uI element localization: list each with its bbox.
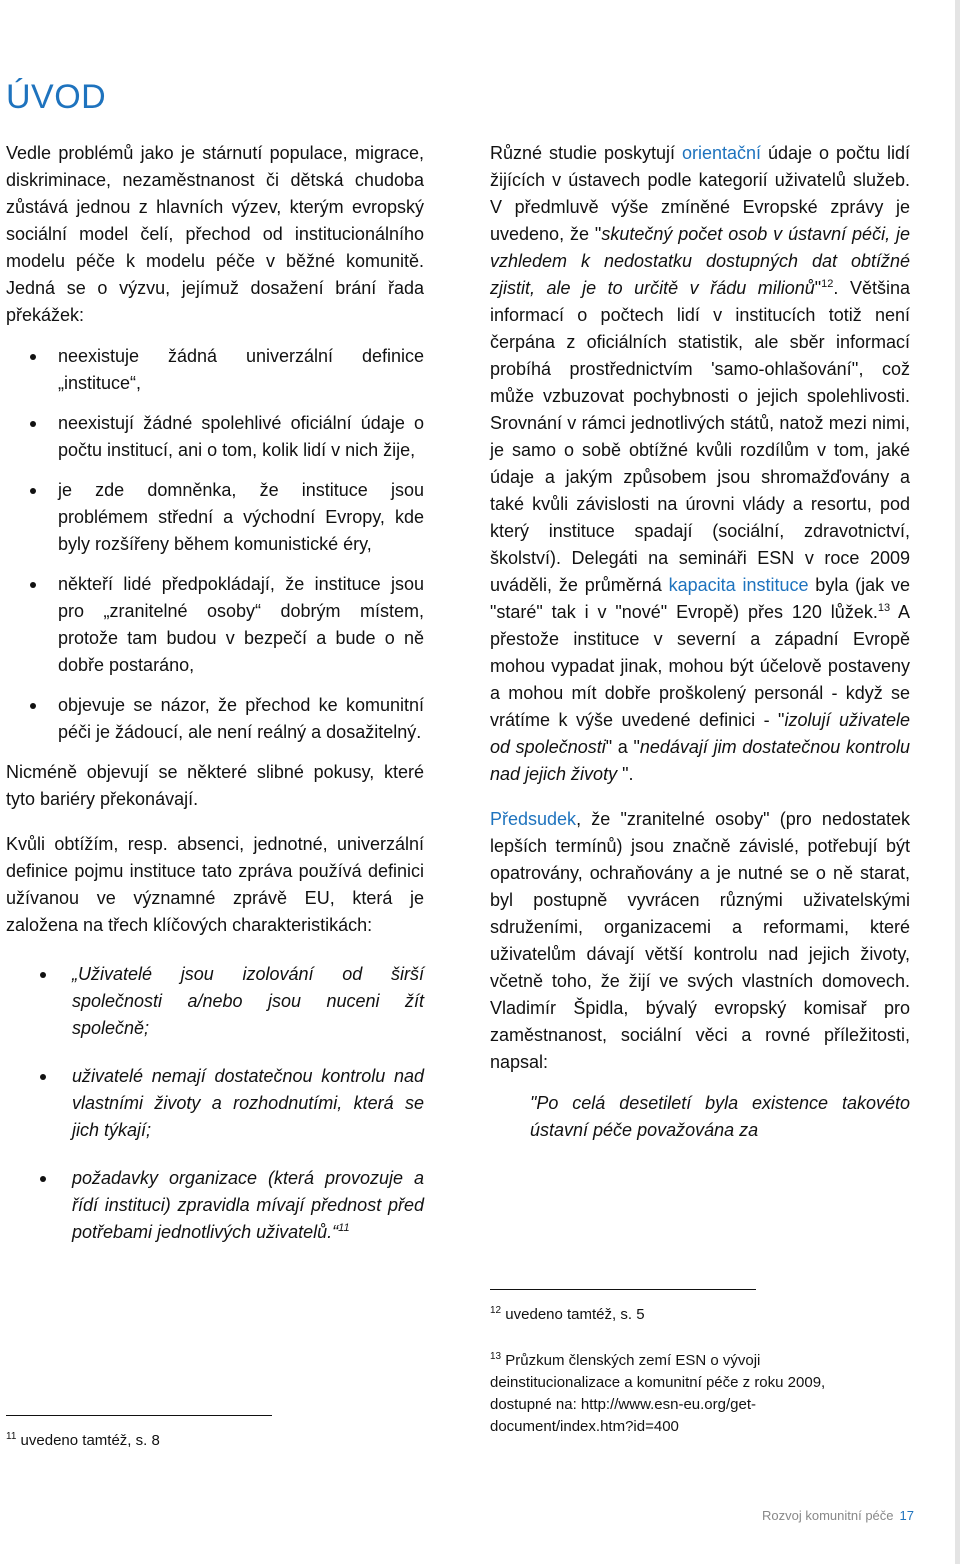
- bullet-icon: [30, 354, 36, 360]
- quoted-text: izolují uživatele od společnosti: [490, 710, 911, 757]
- left-column: [6, 140, 424, 1267]
- page-footer: [762, 1508, 914, 1523]
- footnote-ref[interactable]: 12: [821, 278, 834, 290]
- paragraph-promising: Nicméně objevují se některé slibné pokusy, které tyto bariéry překonávají.: [6, 762, 424, 809]
- footnote-number: 11: [6, 1431, 17, 1442]
- footnote-13: [490, 1350, 890, 1438]
- footnote-text: Průzkum členských zemí ESN o vývoji deinstitucionalizace a komunitní péče z roku 2009, dostupné na: http://www.esn-eu.org/get-document/index.htm?id=400: [490, 1352, 826, 1435]
- list-item: [6, 692, 424, 746]
- text-run: ".: [617, 764, 634, 784]
- text-run: . Většina informací o počtech lidí v institucích totiž není čerpána z oficiálních statistik, ale sběr informací probíhá prostřednictvím 'samo-ohlašování'', což může vzbuzovat pochybnosti o jejich spolehlivosti. Srovnání v rámci jednotlivých států, natož mezi nimi, je samo o sobě obtížné kvůli rozdílům v tom, jaké údaje a jakým způsobem jsou shromažďovány a také kvůli závislosti na úrovni vlády a resortu, pod který instituce spadají (sociální, zdravotnictví, školství). Delegáti na semináři ESN v roce 2009 uváděli, že průměrná: [490, 278, 910, 595]
- bullet-icon: [30, 421, 36, 427]
- list-item-text: někteří lidé předpokládají, že instituce jsou pro „zranitelné osoby“ dobrým místem, protože tam budou v bezpečí a bude o ně dobře postaráno,: [58, 574, 424, 675]
- list-item: [6, 1063, 424, 1144]
- list-item-text: neexistují žádné spolehlivé oficiální údaje o počtu institucí, ani o tom, kolik lidí v nich žije,: [58, 413, 424, 460]
- paragraph-prejudice: [490, 806, 910, 1076]
- text-run: byla (jak ve "staré" tak i v "nové" Evropě) přes 120 lůžek.: [490, 575, 911, 622]
- list-item: [6, 571, 424, 679]
- bullet-icon: [40, 1176, 46, 1182]
- footnote-ref[interactable]: 13: [877, 602, 891, 614]
- list-item-text: požadavky organizace (která provozuje a řídí instituci) zpravidla mívají přednost před potřebami jednotlivých uživatelů.“: [72, 1168, 424, 1242]
- term-link-predsudek[interactable]: Předsudek: [490, 809, 577, 829]
- list-item-text: uživatelé nemají dostatečnou kontrolu nad vlastními životy a rozhodnutími, která se jich týkají;: [72, 1066, 424, 1140]
- quoted-text: skutečný počet osob v ústavní péči, je vzhledem k nedostatku dostupných dat obtížné zjistit, ale je to určitě v řádu milionů: [490, 224, 911, 298]
- text-run: , že "zranitelné osoby" (pro nedostatek lepších termínů) jsou značně závislé, potřebují být opatrovány, ochraňovány a je nutné se o ně starat, byl postupně vyvrácen různými uživatelskými sdruženími, organizacemi a reformami, které uživatelům dávají větší kontrolu nad jejich životy, včetně toho, že žijí ve svých vlastních domovech. Vladimír Špidla, bývalý evropský komisař pro zaměstnanost, sociální věci a rovné příležitosti, napsal:: [490, 809, 910, 1072]
- bullet-icon: [30, 703, 36, 709]
- bullet-icon: [40, 972, 46, 978]
- footnote-text: uvedeno tamtéž, s. 5: [501, 1306, 645, 1323]
- footnote-ref[interactable]: 11: [338, 1222, 350, 1234]
- right-column: [490, 140, 910, 1144]
- criteria-list: [6, 961, 424, 1246]
- list-item: [6, 343, 424, 397]
- intro-paragraph: [6, 140, 424, 329]
- list-item-text: „Uživatelé jsou izolování od širší společnosti a/nebo jsou nuceni žít společně;: [72, 964, 424, 1038]
- list-item: [6, 1165, 424, 1246]
- bullet-icon: [30, 582, 36, 588]
- footnote-number: 13: [490, 1351, 502, 1362]
- text-run: Různé studie poskytují: [490, 143, 682, 163]
- list-item-text: objevuje se názor, že přechod ke komunitní péči je žádoucí, ale není reálný a dosažitelný.: [58, 695, 424, 742]
- paragraph-studies: [490, 140, 910, 788]
- section-heading: ÚVOD: [6, 78, 107, 116]
- list-item-text: je zde domněnka, že instituce jsou problémem střední a východní Evropy, kde byly rozšířeny během komunistické éry,: [58, 480, 424, 554]
- footnote-12: [490, 1304, 645, 1326]
- list-item: [6, 410, 424, 464]
- term-link-kapacita[interactable]: kapacita instituce: [668, 575, 809, 595]
- bullet-icon: [40, 1074, 46, 1080]
- text-run: údaje o počtu lidí žijících v ústavech podle kategorií uživatelů služeb. V předmluvě výše zmíněné Evropské zprávy je uvedeno, že ": [490, 143, 910, 244]
- footnote-text: uvedeno tamtéž, s. 8: [16, 1432, 160, 1449]
- page-edge-rule: [955, 0, 960, 1564]
- barriers-list: [6, 343, 424, 746]
- quoted-text: nedávají jim dostatečnou kontrolu nad jejich životy: [490, 737, 910, 784]
- intro-text-b: Jedná se o výzvu, jejímuž dosažení brání řada překážek:: [6, 278, 424, 325]
- page-number: 17: [899, 1508, 914, 1523]
- text-run: A přestože instituce v severní a západní Evropě mohou vypadat jinak, mohou být účelově postaveny a mohou mít dobře proškolený personál - když se vrátíme k výše uvedené definici - ": [490, 602, 910, 730]
- text-run: ": [814, 278, 822, 298]
- term-link-orientacni[interactable]: orientační: [681, 143, 762, 163]
- footnote-11: [6, 1430, 160, 1452]
- intro-text-a: Vedle problémů jako je stárnutí populace, migrace, diskriminace, nezaměstnanost či dětská chudoba zůstává jednou z hlavních výzev, kterým evropský sociální model čelí, přechod od institucionálního modelu péče k modelu péče v běžné komunitě.: [6, 143, 424, 271]
- bullet-icon: [30, 488, 36, 494]
- footnote-number: 12: [490, 1305, 502, 1316]
- footnote-divider: [6, 1415, 272, 1416]
- footer-label: Rozvoj komunitní péče: [762, 1508, 894, 1523]
- quote-spidla: "Po celá desetiletí byla existence takovéto ústavní péče považována za: [530, 1093, 910, 1140]
- text-run: " a ": [605, 737, 640, 757]
- paragraph-definition: Kvůli obtížím, resp. absenci, jednotné, univerzální definice pojmu instituce tato zpráva používá definici užívanou ve významné zprávě EU, která je založena na třech klíčových charakteristikách:: [6, 834, 424, 935]
- list-item-text: neexistuje žádná univerzální definice „instituce“,: [58, 346, 424, 393]
- footnote-divider: [490, 1289, 756, 1290]
- list-item: [6, 961, 424, 1042]
- list-item: [6, 477, 424, 558]
